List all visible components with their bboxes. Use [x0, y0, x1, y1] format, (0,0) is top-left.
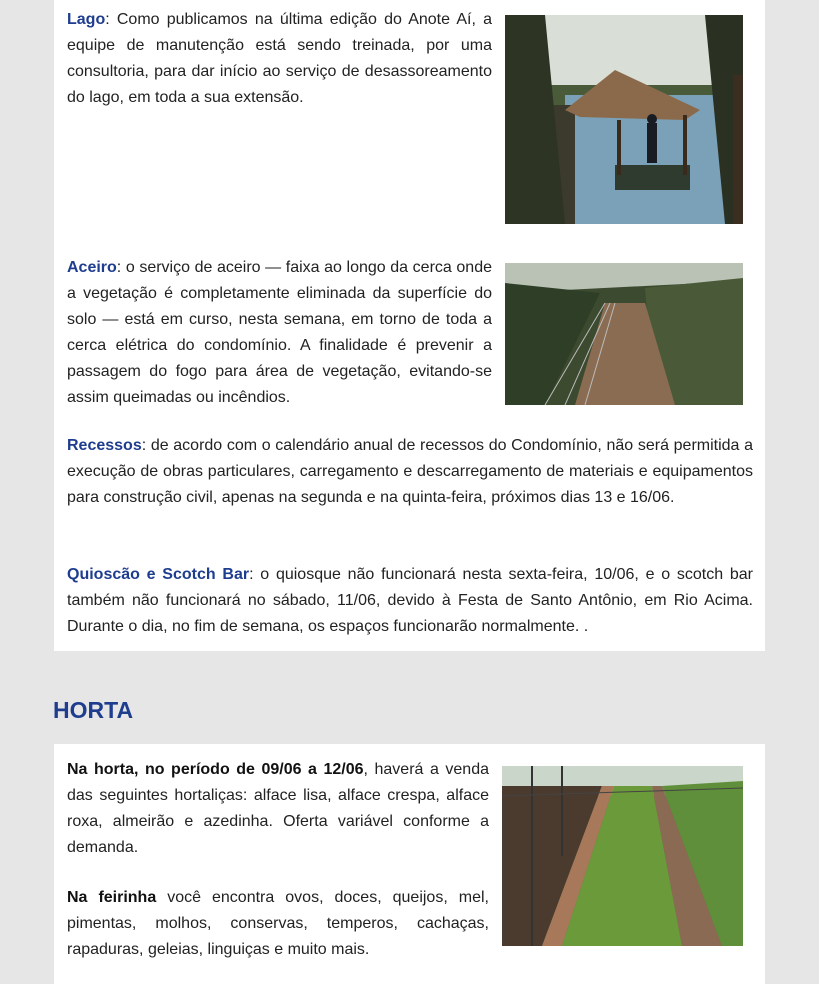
- article-lago: [67, 7, 492, 111]
- paragraph-text: , haverá a venda das seguintes hortaliças: alface lisa, alface crespa, alface roxa, almeirão e azedinha. Oferta variável conforme a demanda.: [67, 761, 490, 856]
- article-text: : o quiosque não funcionará nesta sexta-feira, 10/06, e o scotch bar também não funcionará no sábado, 11/06, devido à Festa de Santo Antônio, em Rio Acima. Durante o dia, no fim de semana, os espaços funcionarão normalmente. .: [67, 566, 754, 635]
- article-text: : de acordo com o calendário anual de recessos do Condomínio, não será permitida a execução de obras particulares, carregamento e descarregamento de materiais e equipamentos para construção civil, apenas na segunda e na quinta-feira, próximos dias 13 e 16/06.: [67, 437, 753, 506]
- greenhouse-photo: [502, 766, 743, 946]
- paragraph-keyword: Na feirinha: [67, 889, 157, 906]
- horta-paragraph-feirinha: [67, 885, 489, 963]
- horta-card: [54, 744, 765, 984]
- lake-photo: [505, 15, 743, 224]
- firebreak-photo: [505, 263, 743, 405]
- article-quioscao: [67, 562, 753, 640]
- article-keyword: Recessos: [67, 437, 142, 454]
- article-keyword: Quioscão e Scotch Bar: [67, 566, 250, 583]
- article-keyword: Lago: [67, 11, 106, 28]
- paragraph-text: você encontra ovos, doces, queijos, mel, pimentas, molhos, conservas, temperos, cachaças, rapaduras, geleias, linguiças e muito mais.: [67, 889, 489, 958]
- paragraph-keyword: Na horta, no período de 09/06 a 12/06: [67, 761, 364, 778]
- article-recessos: [67, 433, 753, 511]
- article-keyword: Aceiro: [67, 259, 117, 276]
- section-heading-horta: HORTA: [53, 697, 134, 723]
- article-text: : o serviço de aceiro — faixa ao longo da cerca onde a vegetação é completamente eliminada da superfície do solo — está em curso, nesta semana, em torno de toda a cerca elétrica do condomínio. A finalidade é prevenir a passagem do fogo para área de vegetação, evitando-se assim queimadas ou incêndios.: [67, 259, 492, 406]
- news-card: [54, 0, 765, 651]
- article-aceiro: [67, 255, 492, 411]
- horta-paragraph-horta: [67, 757, 489, 861]
- article-text: : Como publicamos na última edição do Anote Aí, a equipe de manutenção está sendo treinada, por uma consultoria, para dar início ao serviço de desassoreamento do lago, em toda a sua extensão.: [67, 11, 492, 106]
